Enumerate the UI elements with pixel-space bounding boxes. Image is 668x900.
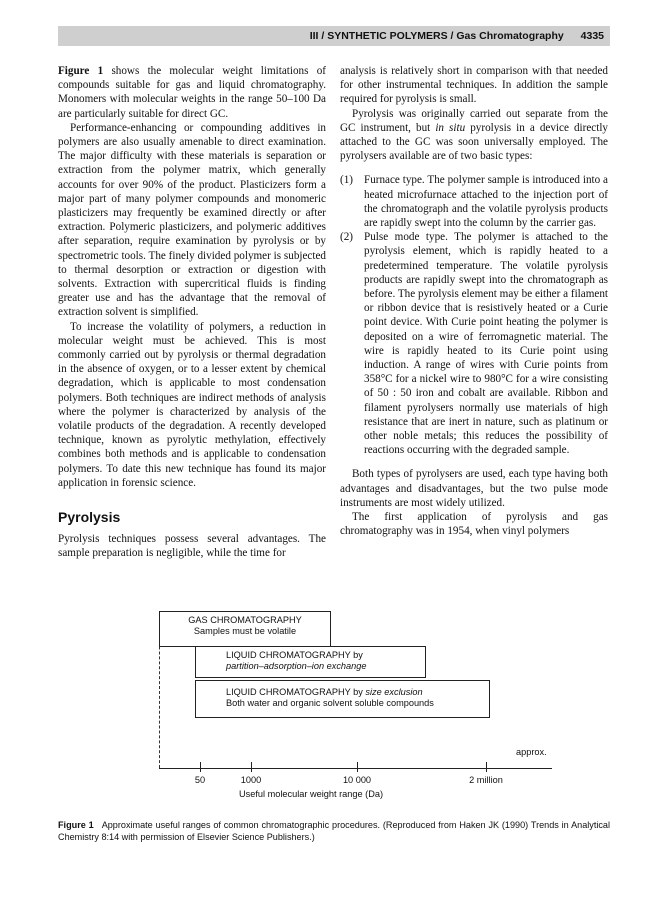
right-paragraph-4: The first application of pyrolysis and gas chromatography was in 1954, when vinyl polymers — [340, 511, 608, 538]
caption-label: Figure 1 — [58, 820, 94, 830]
tick-10000 — [357, 762, 358, 772]
right-column — [340, 64, 608, 539]
left-column — [58, 64, 326, 561]
list-item-text: Furnace type. The polymer sample is introduced into a heated microfurnace attached to the injection port of the chromatograph and the volatile pyrolysis products are rapidly swept into the column by the carrier gas. — [364, 174, 608, 230]
section-heading-pyrolysis: Pyrolysis — [58, 509, 121, 526]
list-item — [340, 230, 608, 457]
lc-size-exclusion-range-box — [195, 680, 490, 718]
tick-label-50: 50 — [194, 775, 206, 785]
left-paragraph-1 — [58, 64, 326, 121]
right-paragraph-2 — [340, 107, 608, 164]
list-item-text: Pulse mode type. The polymer is attached to the pyrolysis element, which is rapidly heated to a predetermined temperature. The volatile pyrolysis products are rapidly swept into the chromatograph as before. The pyrolysis element may be either a filament or ribbon device that is resistively heated or a Curie point device. With Curie point heating the polymer is deposited on a wire of ferromagnetic material. The wire is rapidly heated to its Curie point using induction. A range of wires with Curie points from 358°C for a nickel wire to 980°C for a wire consisting of 50 : 50 iron and cobalt are available. Ribbon and filament pyrolysers normally use materials of high resistance that are inert in nature, such as platinum or other noble metals; this reduces the possibility of reactions occurring with the degraded sample. — [364, 231, 608, 457]
left-paragraph-3: To increase the volatility of polymers, a reduction in molecular weight must be achieved. This is most commonly carried out by pyrolysis or thermal degradation in the absence of oxygen, or to a lesser extent by chemical degradation, which is applicable to most condensation polymers. Both techniques are indirect methods of analysis where the polymer is characterized by analysis of the volatile products of the degradation. A recently developed technique, known as pyrolytic methylation, effectively combines both methods and is applicable to condensation polymers. To date this new technique has found its major application in forensic science. — [58, 320, 326, 489]
tick-2-million — [486, 762, 487, 772]
right-paragraph-3: Both types of pyrolysers are used, each type having both advantages and disadvantages, but the two pulse mode instruments are most widely utilized. — [340, 468, 608, 509]
running-head-title: III / SYNTHETIC POLYMERS / Gas Chromatography — [309, 30, 564, 42]
left-paragraph-1-text: shows the molecular weight limitations of compounds suitable for gas and liquid chromatography. Monomers with molecular weights in the range 50–100 Da are particularly suitable for direct GC. — [58, 65, 326, 120]
pyrolyser-types-list — [340, 173, 608, 457]
lc2-box-subtitle: Both water and organic solvent soluble compounds — [226, 698, 434, 708]
lc2-box-title-italic: size exclusion — [365, 687, 423, 697]
list-item-number: (2) — [340, 231, 353, 244]
lc2-box-title: LIQUID CHROMATOGRAPHY by — [226, 687, 363, 697]
x-axis-label: Useful molecular weight range (Da) — [239, 789, 383, 799]
running-head — [58, 26, 610, 46]
in-situ-italic: in situ — [435, 121, 466, 134]
approx-label: approx. — [516, 747, 547, 757]
x-axis — [159, 768, 552, 769]
tick-label-1000: 1000 — [240, 775, 262, 785]
lc-partition-range-box — [195, 646, 426, 678]
list-item-number: (1) — [340, 174, 353, 187]
gc-box-subtitle: Samples must be volatile — [193, 626, 297, 636]
figure-caption — [58, 819, 610, 843]
tick-label-2-million: 2 million — [469, 775, 503, 785]
lc1-box-title: LIQUID CHROMATOGRAPHY by — [226, 650, 363, 660]
tick-label-10000: 10 000 — [342, 775, 372, 785]
gc-box-title: GAS CHROMATOGRAPHY — [188, 615, 302, 625]
figure-1 — [58, 600, 610, 810]
left-paragraph-4: Pyrolysis techniques possess several advantages. The sample preparation is negligible, while the time for — [58, 533, 326, 560]
gc-range-box — [159, 611, 331, 647]
right-paragraph-2-a: Pyrolysis was originally carried out separate from the GC instrument, but — [340, 107, 608, 134]
left-paragraph-2: Performance-enhancing or compounding additives in polymers are also usually amenable to direct examination. The major difficulty with these materials is separation or extraction from the polymer matrix, which generally accounts for over 90% of the product. Plasticizers form a major part of many polymer compounds and monomeric plasticizers may frequently be examined directly or after extraction. Polymeric plasticizers, and polymeric additives after separation, require examination by pyrolysis or by spectrometric tools. The finely divided polymer is subjected to thermal desorption or extraction or digestion with solvents. Extraction with supercritical fluids is finding greater use and has the advantage that the removal of extraction solvent is simplified. — [58, 121, 326, 319]
lc1-box-subtitle: partition–adsorption–ion exchange — [226, 661, 367, 671]
list-item — [340, 173, 608, 230]
figure-reference: Figure 1 — [58, 65, 104, 77]
tick-1000 — [251, 762, 252, 772]
right-paragraph-1: analysis is relatively short in comparison with that needed for other instrumental techniques. In addition the sample required for pyrolysis is small. — [340, 65, 608, 106]
caption-text: Approximate useful ranges of common chromatographic procedures. (Reproduced from Haken JK (1990) Trends in Analytical Chemistry 8:14 with permission of Elsevier Science Publishers.) — [58, 820, 610, 843]
right-paragraph-2-b: pyrolysis in a device directly attached to the GC was soon universally employed. The pyrolysers available are of two basic types: — [340, 121, 608, 163]
page-number: 4335 — [580, 30, 604, 42]
tick-50 — [200, 762, 201, 772]
